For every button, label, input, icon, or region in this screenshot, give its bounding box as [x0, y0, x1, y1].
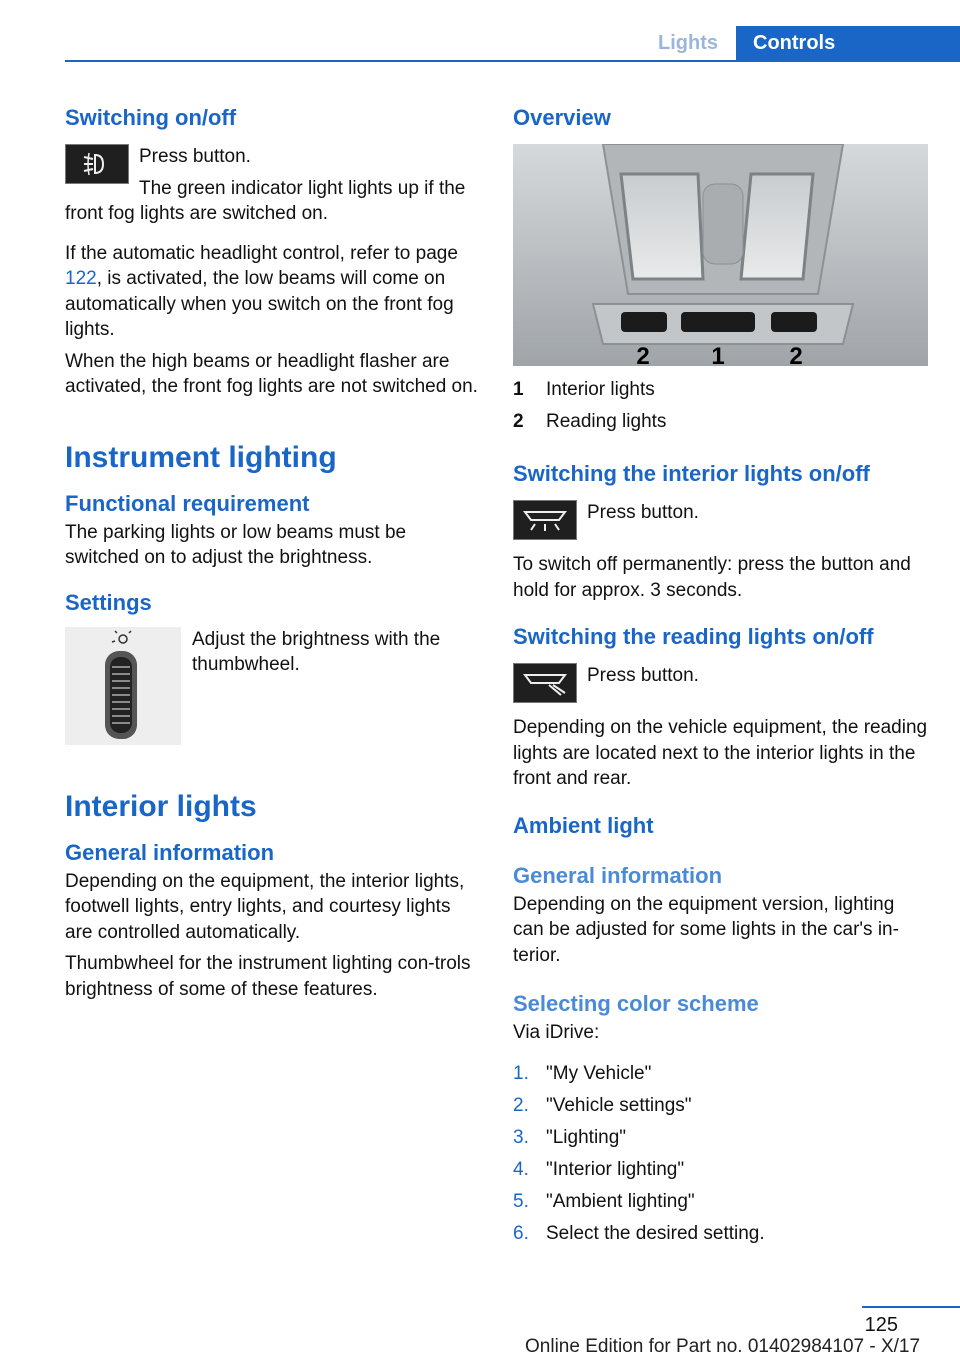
step-number: 3.	[513, 1126, 529, 1148]
step-item	[513, 1122, 928, 1154]
tab-lights[interactable]: Lights	[658, 32, 718, 54]
step-number: 4.	[513, 1158, 529, 1180]
interior-light-button-icon	[513, 500, 577, 540]
steps-list	[513, 1058, 928, 1250]
reading-text: Depending on the vehicle equipment, the reading lights are located next to the interior lights in the front and rear.	[513, 717, 928, 789]
general-text: Depending on the equipment, the interior lights, footwell lights, entry lights, and courtesy lights are controlled automatically.	[65, 870, 465, 943]
via-idrive-text: Via iDrive:	[513, 1022, 600, 1043]
auto-text-post: , is activated, the low beams will come on automatically when you switch on the front fog lights.	[65, 268, 454, 340]
fog-indicator-text: The green indicator light lights up if the front fog lights are switched on.	[65, 177, 466, 224]
instrument-lighting-heading: Instrument lighting	[65, 440, 337, 474]
auto-text-pre: If the automatic headlight control, refer to page	[65, 242, 458, 264]
step-label: "My Vehicle"	[546, 1062, 652, 1084]
overhead-console-photo	[513, 144, 928, 366]
legend-item	[513, 406, 928, 438]
left-column	[65, 100, 480, 1002]
general-information-heading: General information	[65, 839, 275, 865]
fog-press-text: Press button.	[139, 146, 251, 167]
fog-block	[65, 144, 480, 227]
functional-text: The parking lights or low beams must be switched on to adjust the brightness.	[65, 521, 407, 568]
page-number: 125	[864, 1314, 898, 1336]
interior-switch-heading: Switching the interior lights on/off	[513, 461, 870, 486]
step-item	[513, 1186, 928, 1218]
overview-heading: Overview	[513, 105, 611, 130]
settings-heading: Settings	[65, 589, 152, 615]
photo-label-reading-left: 2	[636, 343, 650, 366]
highbeam-text: When the high beams or headlight flasher are activated, the front fog lights are not switched on.	[65, 350, 478, 397]
footer-edition-text: Online Edition for Part no. 01402984107 - X/17	[525, 1336, 921, 1357]
thumbwheel-text: Thumbwheel for the instrument lighting con-trols brightness of some of these features.	[65, 953, 471, 1000]
ambient-general-heading: General information	[513, 862, 723, 888]
ambient-general-text: Depending on the equipment version, lighting can be adjusted for some lights in the car's in-terior.	[513, 893, 899, 966]
legend-label: Interior lights	[546, 379, 655, 400]
settings-block	[65, 627, 480, 745]
page-ref-link[interactable]: 122	[65, 268, 97, 289]
step-item	[513, 1218, 928, 1250]
reading-switch-heading: Switching the reading lights on/off	[513, 624, 874, 649]
legend-item	[513, 374, 928, 406]
settings-text: Adjust the brightness with the thumbwheel.	[192, 628, 441, 675]
thumbwheel-icon	[65, 627, 181, 745]
photo-legend	[513, 374, 928, 438]
switching-heading: Switching on/off	[65, 105, 237, 130]
auto-headlight-text	[65, 241, 480, 343]
fog-light-button-icon	[65, 144, 129, 184]
interior-off-text: To switch off permanently: press the button and hold for approx. 3 seconds.	[513, 554, 911, 601]
reading-press-text: Press button.	[587, 665, 699, 686]
step-label: "Vehicle settings"	[546, 1094, 692, 1116]
step-item	[513, 1058, 928, 1090]
footer-rule	[862, 1306, 960, 1308]
functional-requirement-heading: Functional requirement	[65, 490, 310, 516]
photo-label-reading-right: 2	[789, 343, 803, 366]
step-label: "Interior lighting"	[546, 1158, 685, 1180]
step-item	[513, 1090, 928, 1122]
step-number: 6.	[513, 1222, 529, 1244]
reading-switch-block	[513, 663, 928, 707]
tab-controls[interactable]: Controls	[736, 26, 960, 62]
legend-number: 1	[513, 379, 524, 400]
step-number: 2.	[513, 1094, 529, 1116]
interior-switch-block	[513, 500, 928, 544]
step-number: 1.	[513, 1062, 529, 1084]
photo-label-interior: 1	[711, 343, 725, 366]
legend-label: Reading lights	[546, 411, 667, 432]
right-column	[513, 100, 928, 1250]
interior-press-text: Press button.	[587, 502, 699, 523]
ambient-light-heading: Ambient light	[513, 812, 654, 838]
step-label: "Lighting"	[546, 1126, 627, 1148]
step-item	[513, 1154, 928, 1186]
step-label: Select the desired setting.	[546, 1222, 765, 1244]
legend-number: 2	[513, 411, 524, 432]
step-number: 5.	[513, 1190, 529, 1212]
interior-lights-heading: Interior lights	[65, 789, 257, 823]
step-label: "Ambient lighting"	[546, 1190, 695, 1212]
reading-light-button-icon	[513, 663, 577, 703]
color-scheme-heading: Selecting color scheme	[513, 991, 759, 1016]
